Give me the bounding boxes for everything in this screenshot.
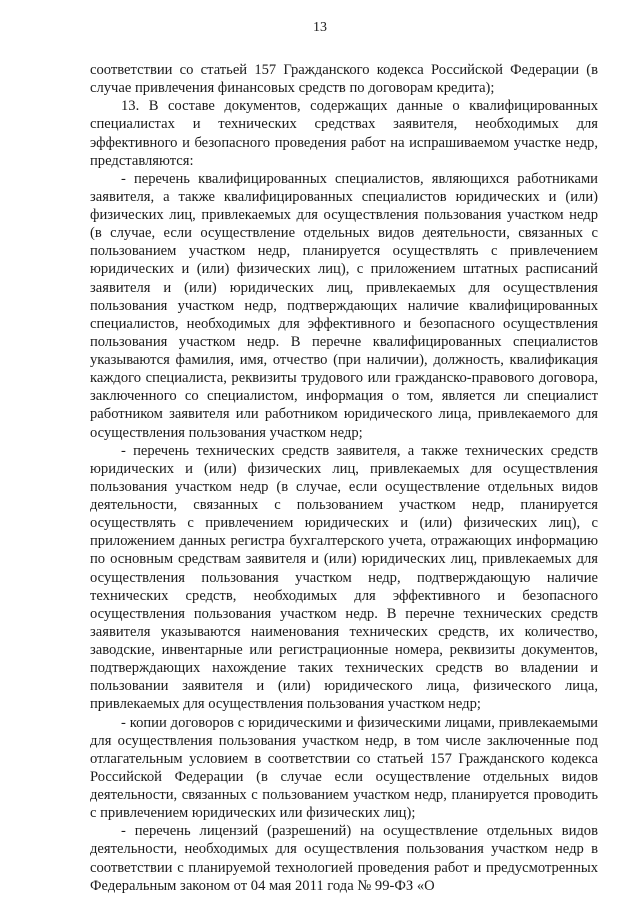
paragraph-contract-copies: - копии договоров с юридическими и физическими лицами, привлекаемыми для осуществления пользования участком недр, в том числе заключенные под отлагательным условием в соответствии со статьей 157 Гражданского кодекса Российской Федерации (в случае если осуществление отдельных видов деятельности, связанных с пользованием участком недр, планируется проводить с привлечением юридических или физических лиц); [90,714,598,822]
paragraph-licenses-list: - перечень лицензий (разрешений) на осуществление отдельных видов деятельности, необходимых для осуществления пользования участком недр в соответствии с планируемой технологией проведения работ и предусмотренных Федеральным законом от 04 мая 2011 года № 99-ФЗ «О [90,823,598,894]
paragraph-item-13: 13. В составе документов, содержащих данные о квалифицированных специалистах и технических средствах заявителя, необходимых для эффективного и безопасного проведения работ на испрашиваемом участке недр, представляются: [90,98,598,169]
paragraph-continuation: соответствии со статьей 157 Гражданского кодекса Российской Федерации (в случае привлечения финансовых средств по договорам кредита); [90,62,598,97]
paragraph-technical-means-list: - перечень технических средств заявителя, а также технических средств юридических и (или) физических лиц, привлекаемых для осуществления пользования участком недр (в случае, если осуществление отдельных видов деятельности, связанных с пользованием участком недр, планируется осуществлять с привлечением юридических и (или) физических лиц), с приложением данных регистра бухгалтерского учета, отражающих информацию по основным средствам заявителя и (или) юридических лиц, привлекаемых для осуществления пользования участком недр, подтверждающую наличие технических средств, необходимых для эффективного и безопасного осуществления пользования участком недр. В перечне технических средств заявителя указываются наименования технических средств, их количество, заводские, инвентарные или регистрационные номера, реквизиты документов, подтверждающих нахождение таких технических средств во владении и пользовании заявителя и (или) юридического лица, физического лица, привлекаемых для осуществления пользования участком недр; [90,442,598,713]
page-number: 13 [313,20,327,35]
paragraph-specialists-list: - перечень квалифицированных специалистов, являющихся работниками заявителя, а также квалифицированных специалистов юридических и (или) физических лиц, привлекаемых для осуществления пользования участком недр (в случае, если осуществление отдельных видов деятельности, связанных с пользованием участком недр, планируется осуществлять с привлечением юридических и (или) физических лиц), с приложением штатных расписаний заявителя и (или) юридических лиц, привлекаемых для осуществления пользования участком недр, подтверждающих наличие квалифицированных специалистов, необходимых для эффективного и безопасного осуществления пользования участком недр. В перечне квалифицированных специалистов указываются фамилия, имя, отчество (при наличии), должность, квалификация каждого специалиста, реквизиты трудового или гражданско-правового договора, заключенного со специалистом, информация о том, является ли специалист работником заявителя или работником юридического лица, привлекаемого для осуществления пользования участком недр; [90,170,598,441]
document-body [90,61,598,895]
